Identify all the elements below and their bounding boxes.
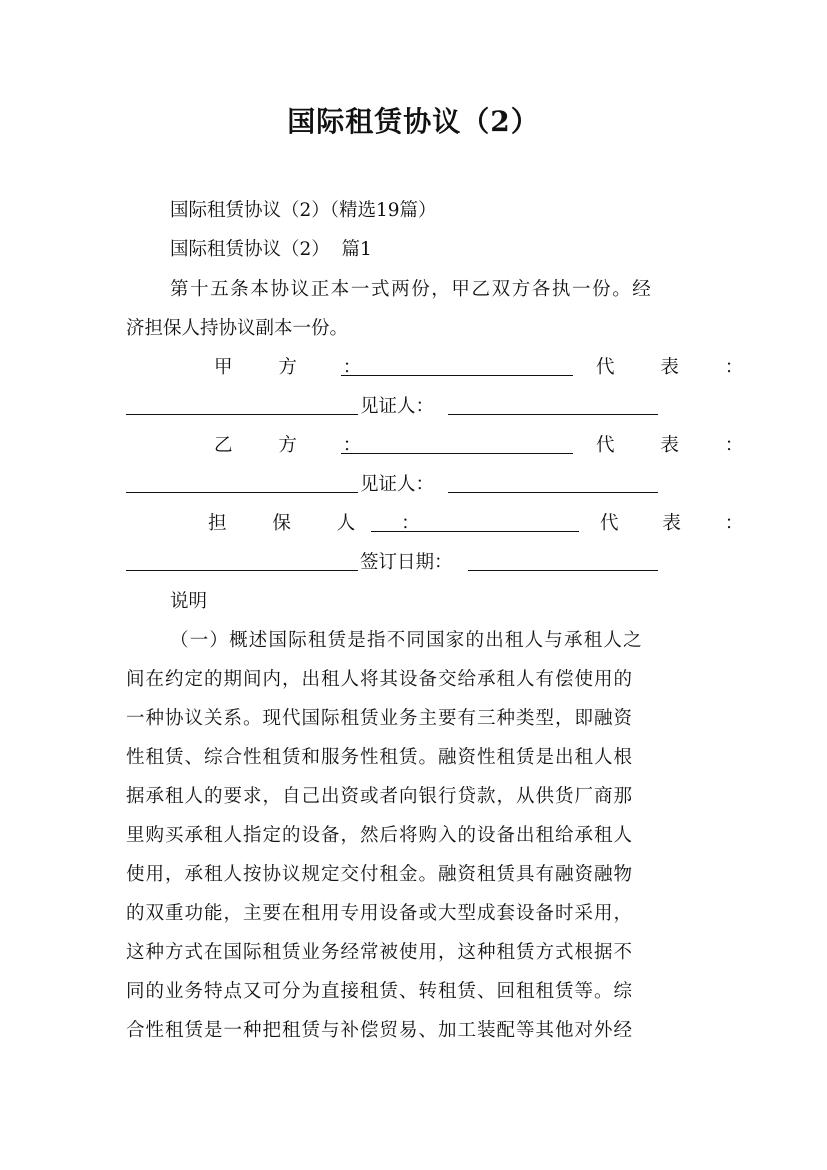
document-subtitle: 国际租赁协议（2）（精选19篇） bbox=[170, 200, 437, 221]
party-a-representative-blank bbox=[126, 394, 358, 415]
notes-line: 合性租赁是一种把租赁与补偿贸易、加工装配等其他对外经 bbox=[126, 1020, 634, 1041]
guarantor-representative-label: 代 表 ： bbox=[600, 513, 763, 534]
party-a-representative-label: 代 表 ： bbox=[596, 357, 764, 378]
notes-line: 间在约定的期间内，出租人将其设备交给承租人有偿使用的 bbox=[126, 669, 634, 690]
notes-line: 据承租人的要求，自己出资或者向银行贷款，从供货厂商那 bbox=[126, 786, 634, 807]
sign-date-blank bbox=[468, 550, 658, 571]
clause-15-line-1: 第十五条本协议正本一式两份，甲乙双方各执一份。经 bbox=[170, 279, 653, 300]
guarantor-representative-blank bbox=[126, 550, 358, 571]
guarantor-blank bbox=[371, 511, 579, 532]
party-b-blank bbox=[341, 433, 573, 454]
section-heading: 国际租赁协议（2） 篇1 bbox=[170, 239, 372, 260]
notes-heading: 说明 bbox=[170, 591, 208, 612]
party-a-witness-blank bbox=[448, 394, 658, 415]
document-title: 国际租赁协议（2） bbox=[287, 105, 540, 138]
notes-line: （一）概述国际租赁是指不同国家的出租人与承租人之 bbox=[170, 630, 643, 651]
sign-date-label: 签订日期： bbox=[360, 552, 453, 573]
clause-15-line-2: 济担保人持协议副本一份。 bbox=[126, 318, 349, 339]
notes-line: 性租赁、综合性租赁和服务性租赁。融资性租赁是出租人根 bbox=[126, 747, 634, 768]
party-b-witness-label: 见证人： bbox=[360, 474, 435, 495]
notes-line: 使用，承租人按协议规定交付租金。融资租赁具有融资融物 bbox=[126, 864, 634, 885]
party-b-representative-blank bbox=[126, 472, 358, 493]
party-a-label: 甲 方 ： bbox=[214, 357, 382, 378]
party-b-representative-label: 代 表 ： bbox=[596, 435, 764, 456]
party-b-witness-blank bbox=[448, 472, 658, 493]
notes-line: 的双重功能，主要在租用专用设备或大型成套设备时采用， bbox=[126, 903, 634, 924]
notes-line: 一种协议关系。现代国际租赁业务主要有三种类型，即融资 bbox=[126, 708, 634, 729]
notes-line: 同的业务特点又可分为直接租赁、转租赁、回租租赁等。综 bbox=[126, 981, 634, 1002]
party-a-blank bbox=[341, 355, 573, 376]
notes-line: 这种方式在国际租赁业务经常被使用，这种租赁方式根据不 bbox=[126, 942, 634, 963]
party-b-label: 乙 方 ： bbox=[214, 435, 382, 456]
guarantor-label: 担 保 人 ： bbox=[208, 513, 440, 534]
notes-line: 里购买承租人指定的设备，然后将购入的设备出租给承租人 bbox=[126, 825, 634, 846]
party-a-witness-label: 见证人： bbox=[360, 396, 435, 417]
